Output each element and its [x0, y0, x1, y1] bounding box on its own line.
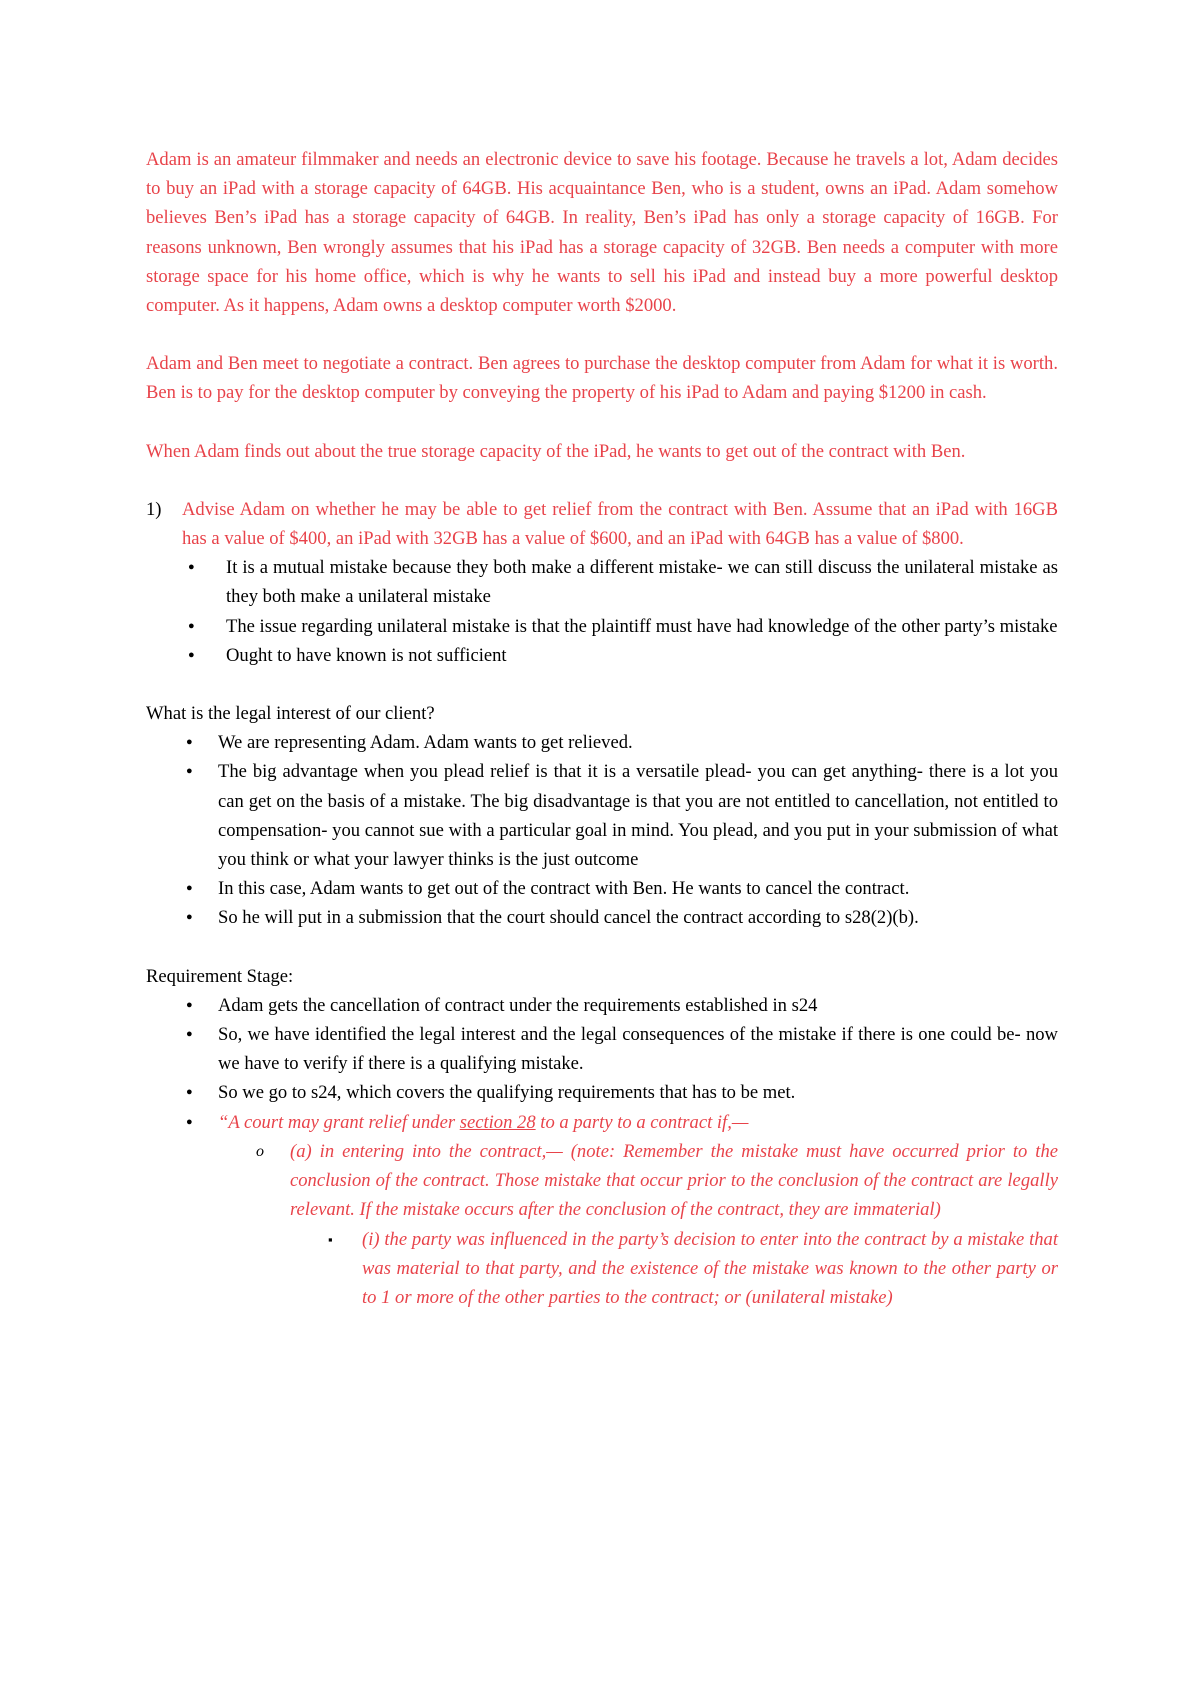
s24-quote-pre: “A court may grant relief under: [218, 1111, 460, 1133]
question-text: Advise Adam on whether he may be able to get relief from the contract with Ben. Assume that an iPad with 16GB has a value of $400, an iPad with 32GB has a value of $600, and an iPad with 64GB has a value of $800.: [182, 498, 1058, 550]
legal-interest-bullet-2: ● The big advantage when you plead relief is that it is a versatile plead- you can get anything- there is a lot you can get on the basis of a mistake. The big disadvantage is that you are not entitled to cancellation, not entitled to compensation- you cannot sue with a particular goal in mind. You plead, and you put in your submission of what you think or what your lawyer thinks is the just outcome: [146, 757, 1058, 874]
requirement-heading: Requirement Stage:: [146, 965, 294, 987]
question-number: 1): [146, 498, 162, 520]
legal-interest-bullet-1: ● We are representing Adam. Adam wants to get relieved.: [146, 728, 1058, 757]
legal-interest-heading: What is the legal interest of our client?: [146, 703, 435, 725]
requirement-bullet-1: ● Adam gets the cancellation of contract under the requirements established in s24: [146, 991, 1058, 1020]
section-28-link[interactable]: section 28: [459, 1111, 536, 1133]
s24-subparagraph-i: ▪ (i) the party was influenced in the party’s decision to enter into the contract by a mistake that was material to that party, and the existence of the mistake was known to the other party or to 1 or more of the other parties to the contract; or (unilateral mistake): [146, 1225, 1058, 1313]
s24-quote-post: to a party to a contract if,—: [535, 1111, 749, 1133]
question-bullet-3: ● Ought to have known is not sufficient: [182, 641, 1058, 670]
facts-paragraph-2: Adam and Ben meet to negotiate a contract. Ben agrees to purchase the desktop computer from Adam for what it is worth. Ben is to pay for the desktop computer by conveying the property of his iPad to Adam and paying $1200 in cash.: [146, 353, 1058, 404]
legal-interest-bullet-3: ● In this case, Adam wants to get out of the contract with Ben. He wants to cancel the contract.: [146, 874, 1058, 903]
question-bullets: [182, 553, 1058, 670]
requirement-bullets: [146, 991, 1058, 1137]
s24-quote: [146, 1108, 1058, 1137]
legal-interest-bullets: [146, 728, 1058, 932]
requirement-bullet-3: ● So we go to s24, which covers the qualifying requirements that has to be met.: [146, 1078, 1058, 1107]
facts-paragraph-3: When Adam finds out about the true storage capacity of the iPad, he wants to get out of the contract with Ben.: [146, 440, 966, 462]
question-bullet-1: ● It is a mutual mistake because they both make a different mistake- we can still discuss the unilateral mistake as they both make a unilateral mistake: [182, 553, 1058, 611]
question-1: [146, 495, 1058, 553]
facts-paragraph-1: Adam is an amateur filmmaker and needs an electronic device to save his footage. Because he travels a lot, Adam decides to buy an iPad with a storage capacity of 64GB. His acquaintance Ben, who is a student, owns an iPad. Adam somehow believes Ben’s iPad has a storage capacity of 64GB. In reality, Ben’s iPad has only a storage capacity of 16GB. For reasons unknown, Ben wrongly assumes that his iPad has a storage capacity of 32GB. Ben needs a computer with more storage space for his home office, which is why he wants to sell his iPad and instead buy a more powerful desktop computer. As it happens, Adam owns a desktop computer worth $2000.: [146, 149, 1058, 317]
question-bullet-2: ● The issue regarding unilateral mistake is that the plaintiff must have had knowledge of the other party’s mistake: [182, 612, 1058, 641]
s24-subsection-a: o (a) in entering into the contract,— (note: Remember the mistake must have occurred prior to the conclusion of the contract. Those mistake that occur prior to the conclusion of the contract are legally relevant. If the mistake occurs after the conclusion of the contract, they are immaterial): [146, 1137, 1058, 1225]
s24-subparagraph-list: [146, 1225, 1058, 1313]
legal-interest-bullet-4: ● So he will put in a submission that the court should cancel the contract according to s28(2)(b).: [146, 903, 1058, 932]
requirement-bullet-2: ● So, we have identified the legal interest and the legal consequences of the mistake if there is one could be- now we have to verify if there is a qualifying mistake.: [146, 1020, 1058, 1078]
s24-subsection-list: [146, 1137, 1058, 1225]
document-body: [146, 145, 1058, 1312]
